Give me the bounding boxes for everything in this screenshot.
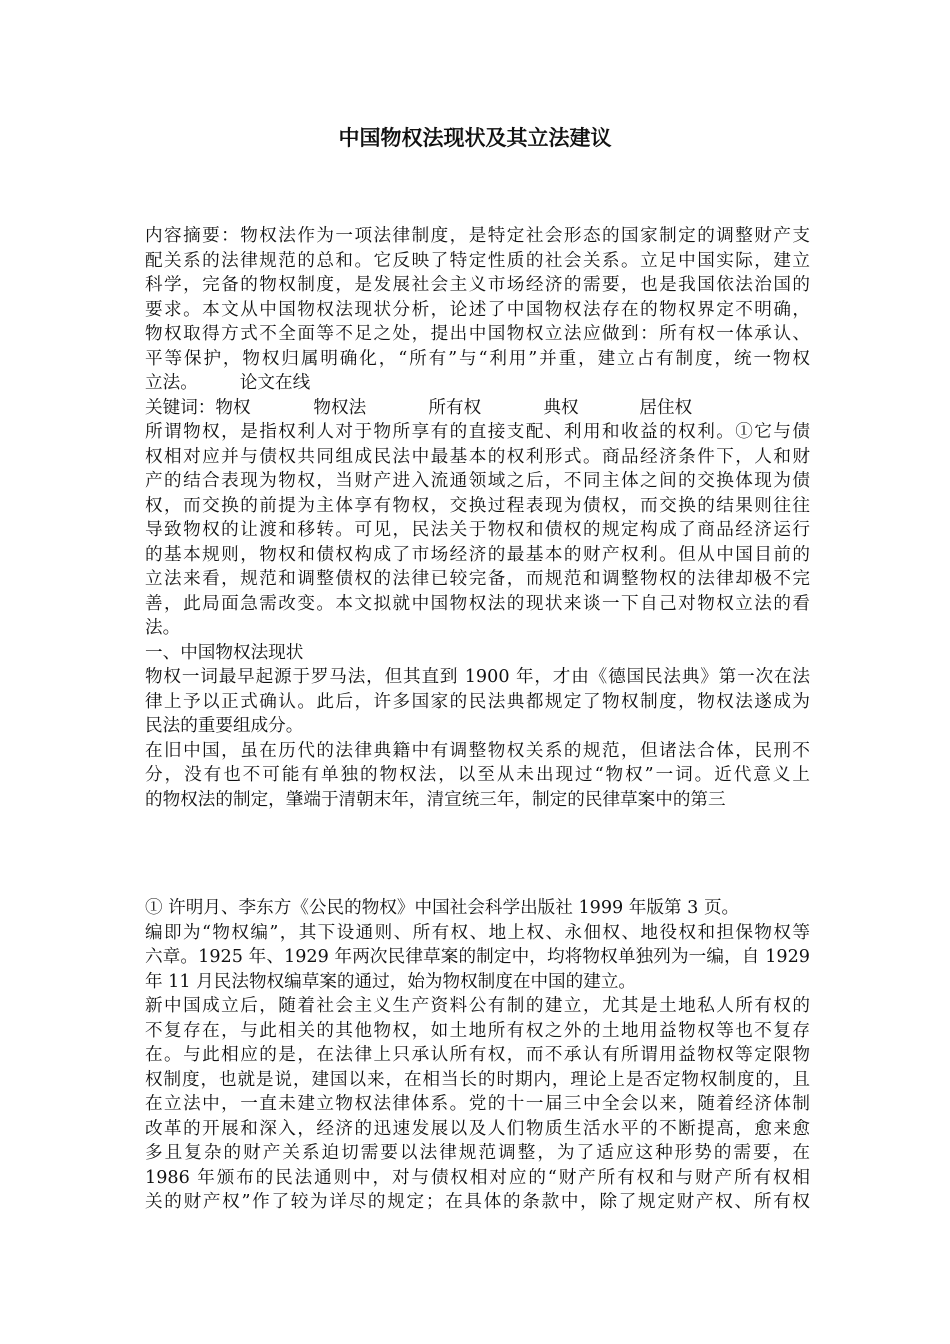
body-line: 分，没有也不可能有单独的物权法，以至从未出现过“物权”一词。近代意义上: [145, 765, 810, 785]
body-last-line: 的物权法的制定，肇端于清朝末年，清宣统三年，制定的民律草案中的第三: [145, 789, 726, 810]
body-line: 多且复杂的财产关系迫切需要以法律规范调整，为了适应这种形势的需要，在: [145, 1143, 810, 1163]
body-line: 新中国成立后，随着社会主义生产资料公有制的建立，尤其是土地私人所有权的: [145, 996, 810, 1016]
intro-line: 所谓物权，是指权利人对于物所享有的直接支配、利用和收益的权利。①它与债: [145, 422, 810, 442]
intro-line: 善，此局面急需改变。本文拟就中国物权法的现状来谈一下自己对物权立法的看: [145, 593, 810, 614]
section-heading: 一、中国物权法现状: [145, 642, 304, 663]
intro-last-line: 法。: [145, 618, 181, 638]
intro-line: 导致物权的让渡和移转。可见，民法关于物权和债权的规定构成了商品经济运行: [145, 520, 810, 540]
keywords-row: [145, 396, 810, 421]
keyword: 物权法: [313, 397, 367, 418]
body-line: 1986 年颁布的民法通则中，对与债权相对应的“财产所有权和与财产所有权相: [145, 1167, 810, 1188]
keyword: 居住权: [639, 397, 693, 418]
body-line: 在立法中，一直未建立物权法律体系。党的十一届三中全会以来，随着经济体制: [145, 1094, 810, 1114]
body-last-line: 年 11 月民法物权编草案的通过，始为物权制度在中国的建立。: [145, 971, 637, 992]
keyword: 所有权: [428, 397, 482, 418]
body-line: 在。与此相应的是，在法律上只承认所有权，而不承认有所谓用益物权等定限物: [145, 1045, 810, 1065]
document-title: 中国物权法现状及其立法建议: [338, 125, 612, 150]
footnote: ① 许明月、李东方《公民的物权》中国社会科学出版社 1999 年版第 3 页。: [145, 898, 740, 918]
body-line: 律上予以正式确认。此后，许多国家的民法典都规定了物权制度，物权法遂成为: [145, 691, 810, 712]
body-last-line: 民法的重要组成分。: [145, 716, 304, 736]
intro-line: 的基本规则，物权和债权构成了市场经济的最基本的财产权利。但从中国目前的: [145, 544, 810, 565]
intro-line: 权，而交换的前提为主体享有物权，交换过程表现为债权，而交换的结果则往往: [145, 495, 810, 516]
abstract-line: 物权取得方式不全面等不足之处，提出中国物权立法应做到：所有权一体承认、: [145, 324, 810, 344]
keyword: 物权: [215, 397, 251, 418]
abstract-line: 要求。本文从中国物权法现状分析，论述了中国物权法存在的物权界定不明确，: [145, 299, 810, 320]
body-line: 权制度，也就是说，建国以来，在相当长的时期内，理论上是否定物权制度的，且: [145, 1069, 810, 1090]
online-tag: 论文在线: [239, 373, 311, 393]
continuation: [145, 896, 810, 1215]
body-line: 物权一词最早起源于罗马法，但其直到 1900 年，才由《德国民法典》第一次在法: [145, 667, 810, 687]
body-line: 六章。1925 年、1929 年两次民律草案的制定中，均将物权单独列为一编，自 1929: [145, 947, 810, 967]
body-line: 在旧中国，虽在历代的法律典籍中有调整物权关系的规范，但诸法合体，民刑不: [145, 740, 810, 761]
abstract-line: 配关系的法律规范的总和。它反映了特定性质的社会关系。立足中国实际，建立: [145, 250, 810, 271]
body-line: 改革的开展和深入，经济的迅速发展以及人们物质生活水平的不断提高，愈来愈: [145, 1118, 810, 1139]
abstract-last-line: [145, 371, 810, 396]
keywords-label: 关键词：: [145, 397, 216, 418]
intro-line: 产的结合表现为物权，当财产进入流通领域之后，不同主体之间的交换体现为债: [145, 471, 810, 491]
abstract: [145, 224, 810, 812]
body-line: 编即为“物权编”，其下设通则、所有权、地上权、永佃权、地役权和担保物权等: [145, 922, 810, 943]
abstract-last-text: 立法。: [145, 373, 198, 393]
abstract-line: 内容摘要：物权法作为一项法律制度，是特定社会形态的国家制定的调整财产支: [145, 226, 810, 246]
intro-line: 权相对应并与债权共同组成民法中最基本的权利形式。商品经济条件下，人和财: [145, 446, 810, 467]
body-line: 不复存在，与此相关的其他物权，如土地所有权之外的土地用益物权等也不复存: [145, 1020, 810, 1041]
intro-line: 立法来看，规范和调整债权的法律已较完备，而规范和调整物权的法律却极不完: [145, 569, 810, 589]
body-line: 关的财产权”作了较为详尽的规定；在具体的条款中，除了规定财产权、所有权: [145, 1192, 810, 1212]
abstract-line: 平等保护，物权归属明确化，“所有”与“利用”并重，建立占有制度，统一物权: [145, 348, 810, 369]
keyword: 典权: [543, 397, 579, 418]
abstract-line: 科学，完备的物权制度，是发展社会主义市场经济的需要，也是我国依法治国的: [145, 275, 810, 295]
